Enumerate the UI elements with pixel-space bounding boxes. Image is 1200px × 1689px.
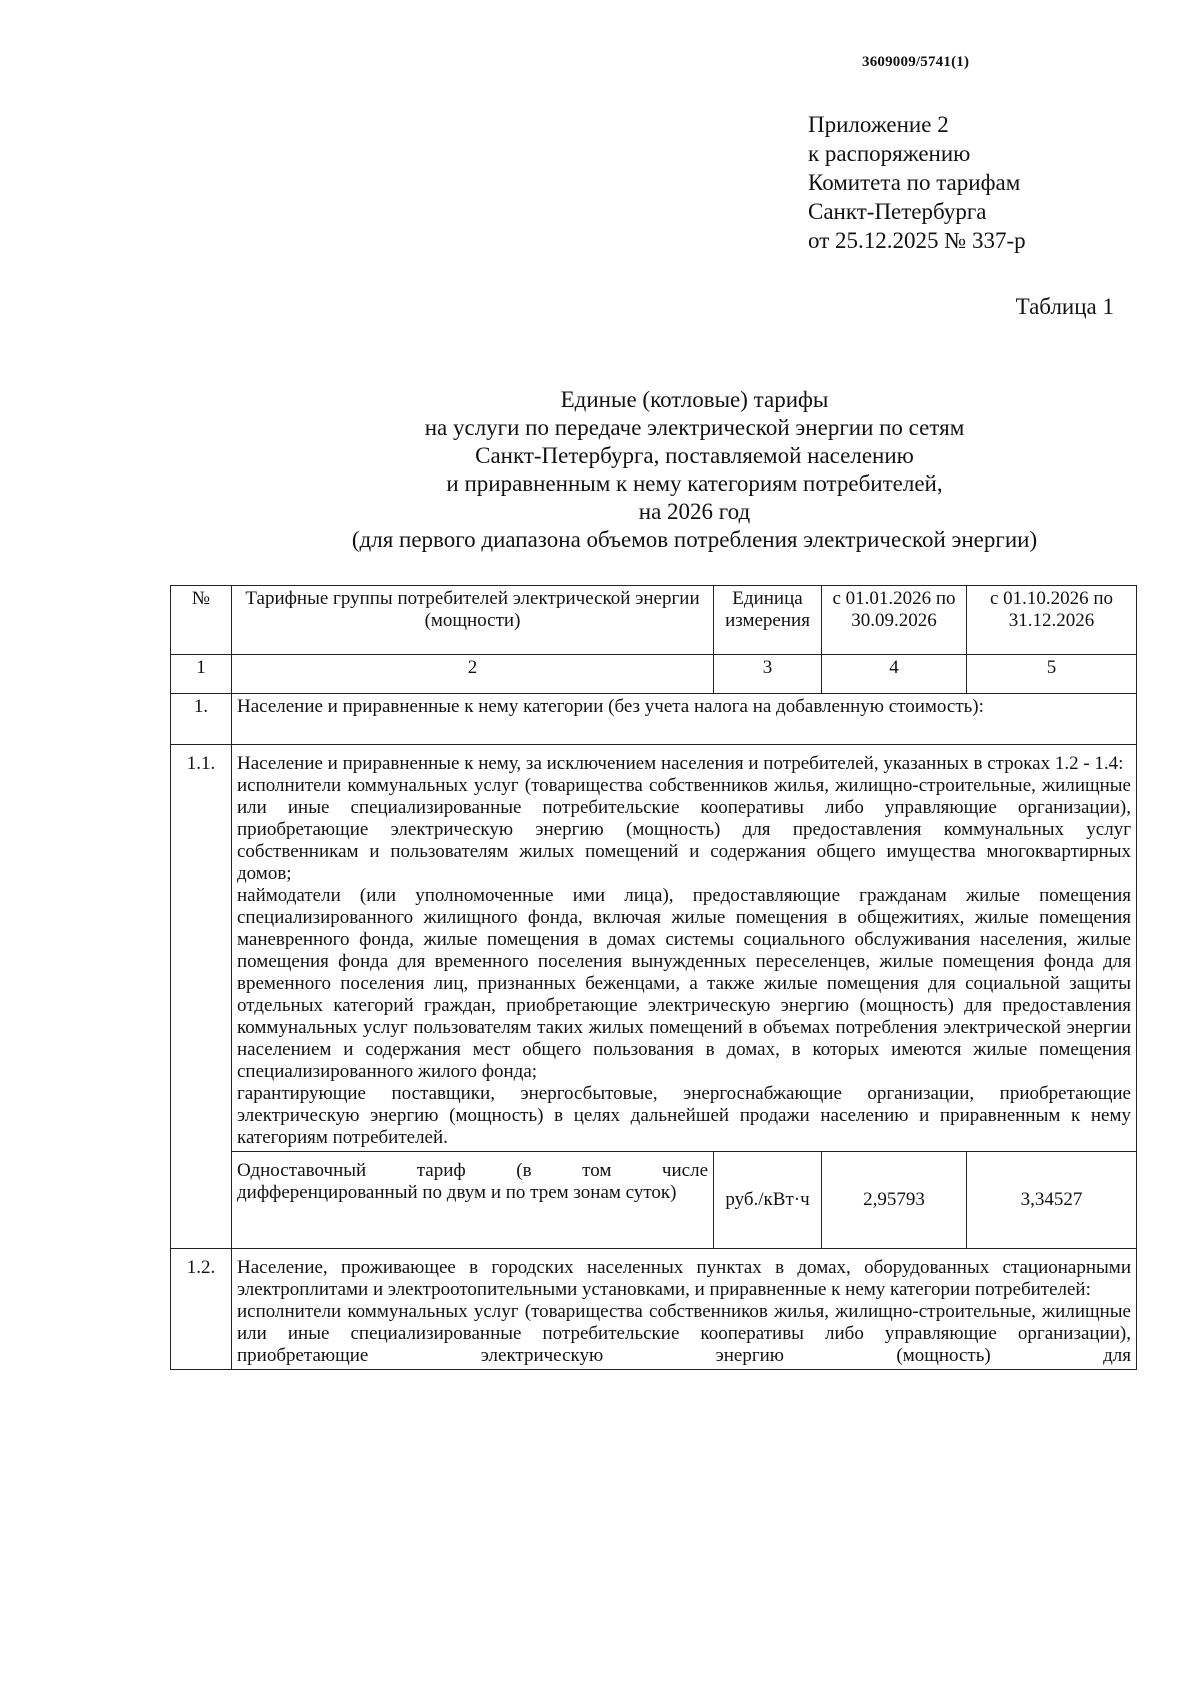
document-title	[0, 386, 1200, 554]
title-line: и приравненным к нему категориям потребителей,	[446, 471, 943, 496]
title-line: на 2026 год	[638, 499, 751, 524]
row-paragraph: исполнители коммунальных услуг (товарищества собственников жилья, жилищно-строительные, жилищные или иные специализированные потребительские кооперативы либо управляющие организации), приобретающие электрическую энергию (мощность) для	[237, 1301, 1131, 1366]
appendix-line: к распоряжению	[808, 141, 971, 166]
appendix-line: Приложение 2	[808, 112, 949, 137]
column-number-row	[171, 655, 1137, 694]
tariff-label-text: Одноставочный тариф (в том числе дифференцированный по двум и по трем зонам суток)	[237, 1160, 708, 1203]
column-number: 3	[714, 655, 822, 694]
row-1-1-tariff	[171, 1152, 1137, 1249]
title-line: на услуги по передаче электрической энергии по сетям	[424, 415, 965, 440]
appendix-line: от 25.12.2025 № 337-р	[808, 228, 1026, 253]
section-1-row	[171, 694, 1137, 745]
header-group: Тарифные группы потребителей электрической энергии (мощности)	[232, 586, 714, 655]
appendix-block	[808, 110, 1026, 255]
table-label: Таблица 1	[1015, 294, 1114, 319]
title-line: Единые (котловые) тарифы	[560, 387, 829, 412]
row-1-2-description	[171, 1249, 1137, 1370]
document-number: 3609009/5741(1)	[862, 54, 970, 70]
column-number: 2	[232, 655, 714, 694]
section-1-text: Население и приравненные к нему категории (без учета налога на добавленную стоимость):	[232, 694, 1137, 745]
row-paragraph: Население и приравненные к нему, за исключением населения и потребителей, указанных в строках 1.2 - 1.4:	[237, 753, 1124, 774]
appendix-line: Комитета по тарифам	[808, 170, 1021, 195]
header-num: №	[171, 586, 232, 655]
row-number: 1.2.	[171, 1249, 232, 1370]
column-number: 1	[171, 655, 232, 694]
tariff-value-period-1: 2,95793	[822, 1152, 967, 1249]
row-paragraph: Население, проживающее в городских населенных пунктах в домах, оборудованных стационарными электроплитами и электроотопительными установками, и приравненные к нему категории потребителей:	[237, 1257, 1131, 1300]
tariff-label	[232, 1152, 714, 1249]
row-paragraph: исполнители коммунальных услуг (товарищества собственников жилья, жилищно-строительные, жилищные или иные специализированные потребительские кооперативы либо управляющие организации), приобретающие электрическую энергию (мощность) для предоставления коммунальных услуг собственникам и пользователям жилых помещений и содержания общего имущества многоквартирных домов;	[237, 775, 1131, 884]
title-line: (для первого диапазона объемов потребления электрической энергии)	[351, 527, 1038, 552]
row-1-1-description	[171, 745, 1137, 1152]
appendix-line: Санкт-Петербурга	[808, 199, 987, 224]
column-number: 4	[822, 655, 967, 694]
column-number: 5	[967, 655, 1137, 694]
tariff-unit: руб./кВт·ч	[714, 1152, 822, 1249]
row-number: 1.1.	[171, 745, 232, 1249]
row-number: 1.	[171, 694, 232, 745]
tariff-table	[170, 585, 1137, 1370]
tariff-value-period-2: 3,34527	[967, 1152, 1137, 1249]
header-unit: Единица измерения	[714, 586, 822, 655]
header-period-2: с 01.10.2026 по 31.12.2026	[967, 586, 1137, 655]
row-1-2-text	[232, 1249, 1137, 1370]
table-header-row	[171, 586, 1137, 655]
row-paragraph: наймодатели (или уполномоченные ими лица), предоставляющие гражданам жилые помещения специализированного жилищного фонда, включая жилые помещения в общежитиях, жилые помещения маневренного фонда, жилые помещения в домах системы социального обслуживания населения, жилые помещения фонда для временного поселения вынужденных переселенцев, жилые помещения фонда для временного поселения лиц, признанных беженцами, а также жилые помещения для социальной защиты отдельных категорий граждан, приобретающие электрическую энергию (мощность) для предоставления коммунальных услуг пользователям таких жилых помещений в объемах потребления электрической энергии населением и содержания мест общего пользования в домах, в которых имеются жилые помещения специализированного жилого фонда;	[237, 885, 1131, 1082]
header-period-1: с 01.01.2026 по 30.09.2026	[822, 586, 967, 655]
row-1-1-text	[232, 745, 1137, 1152]
row-paragraph: гарантирующие поставщики, энергосбытовые, энергоснабжающие организации, приобретающие электрическую энергию (мощность) в целях дальнейшей продажи населению и приравненным к нему категориям потребителей.	[237, 1083, 1131, 1148]
title-line: Санкт-Петербурга, поставляемой населению	[475, 443, 914, 468]
